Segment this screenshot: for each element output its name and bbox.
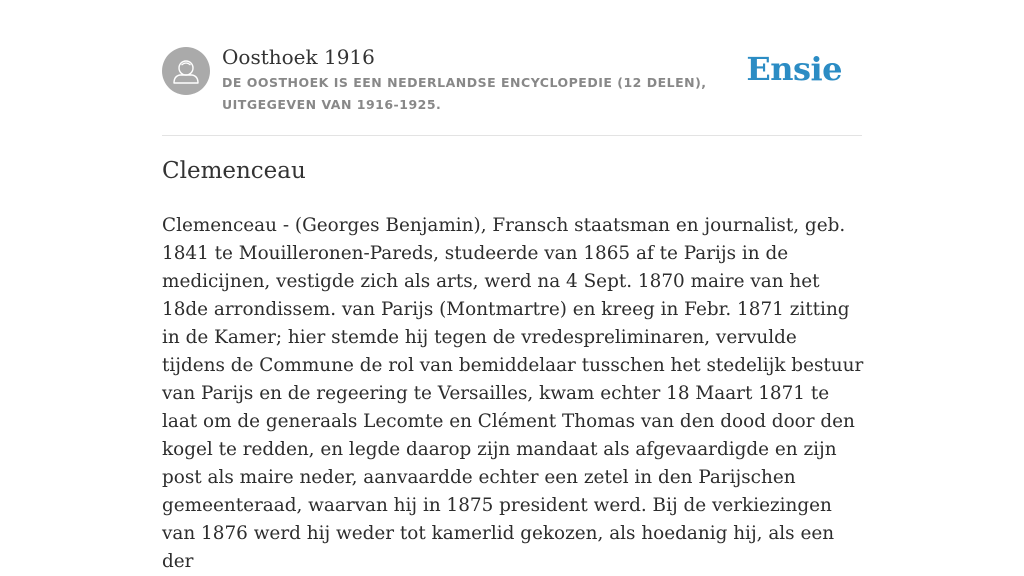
source-description: DE OOSTHOEK IS EEN NEDERLANDSE ENCYCLOPEDIE (12 DELEN), UITGEGEVEN VAN 1916-1925. — [222, 75, 707, 112]
source-avatar[interactable] — [162, 47, 210, 95]
content-container — [162, 0, 864, 572]
source-header — [162, 0, 862, 136]
user-icon — [162, 47, 210, 95]
brand-logo[interactable]: Ensie — [746, 50, 842, 88]
article-body: Clemenceau - (Georges Benjamin), Fransch staatsman en journalist, geb. 1841 te Mouilleronen-Pareds, studeerde van 1865 af te Parijs in de medicijnen, vestigde zich als arts, werd na 4 Sept. 1870 maire van het 18de arrondissem. van Parijs (Montmartre) en kreeg in Febr. 1871 zitting in de Kamer; hier stemde hij tegen de vredespreliminaren, vervulde tijdens de Commune de rol van bemiddelaar tusschen het stedelijk bestuur van Parijs en de regeering te Versailles, kwam echter 18 Maart 1871 te laat om de generaals Lecomte en Clément Thomas van den dood door den kogel te redden, en legde daarop zijn mandaat als afgevaardigde en zijn post als maire neder, aanvaardde echter een zetel in den Parijschen gemeenteraad, waarvan hij in 1875 president werd. Bij de verkiezingen van 1876 werd hij weder tot kamerlid gekozen, als hoedanig hij, als een der — [162, 215, 864, 572]
source-title[interactable]: Oosthoek 1916 — [222, 45, 375, 69]
article-title: Clemenceau — [162, 158, 306, 184]
